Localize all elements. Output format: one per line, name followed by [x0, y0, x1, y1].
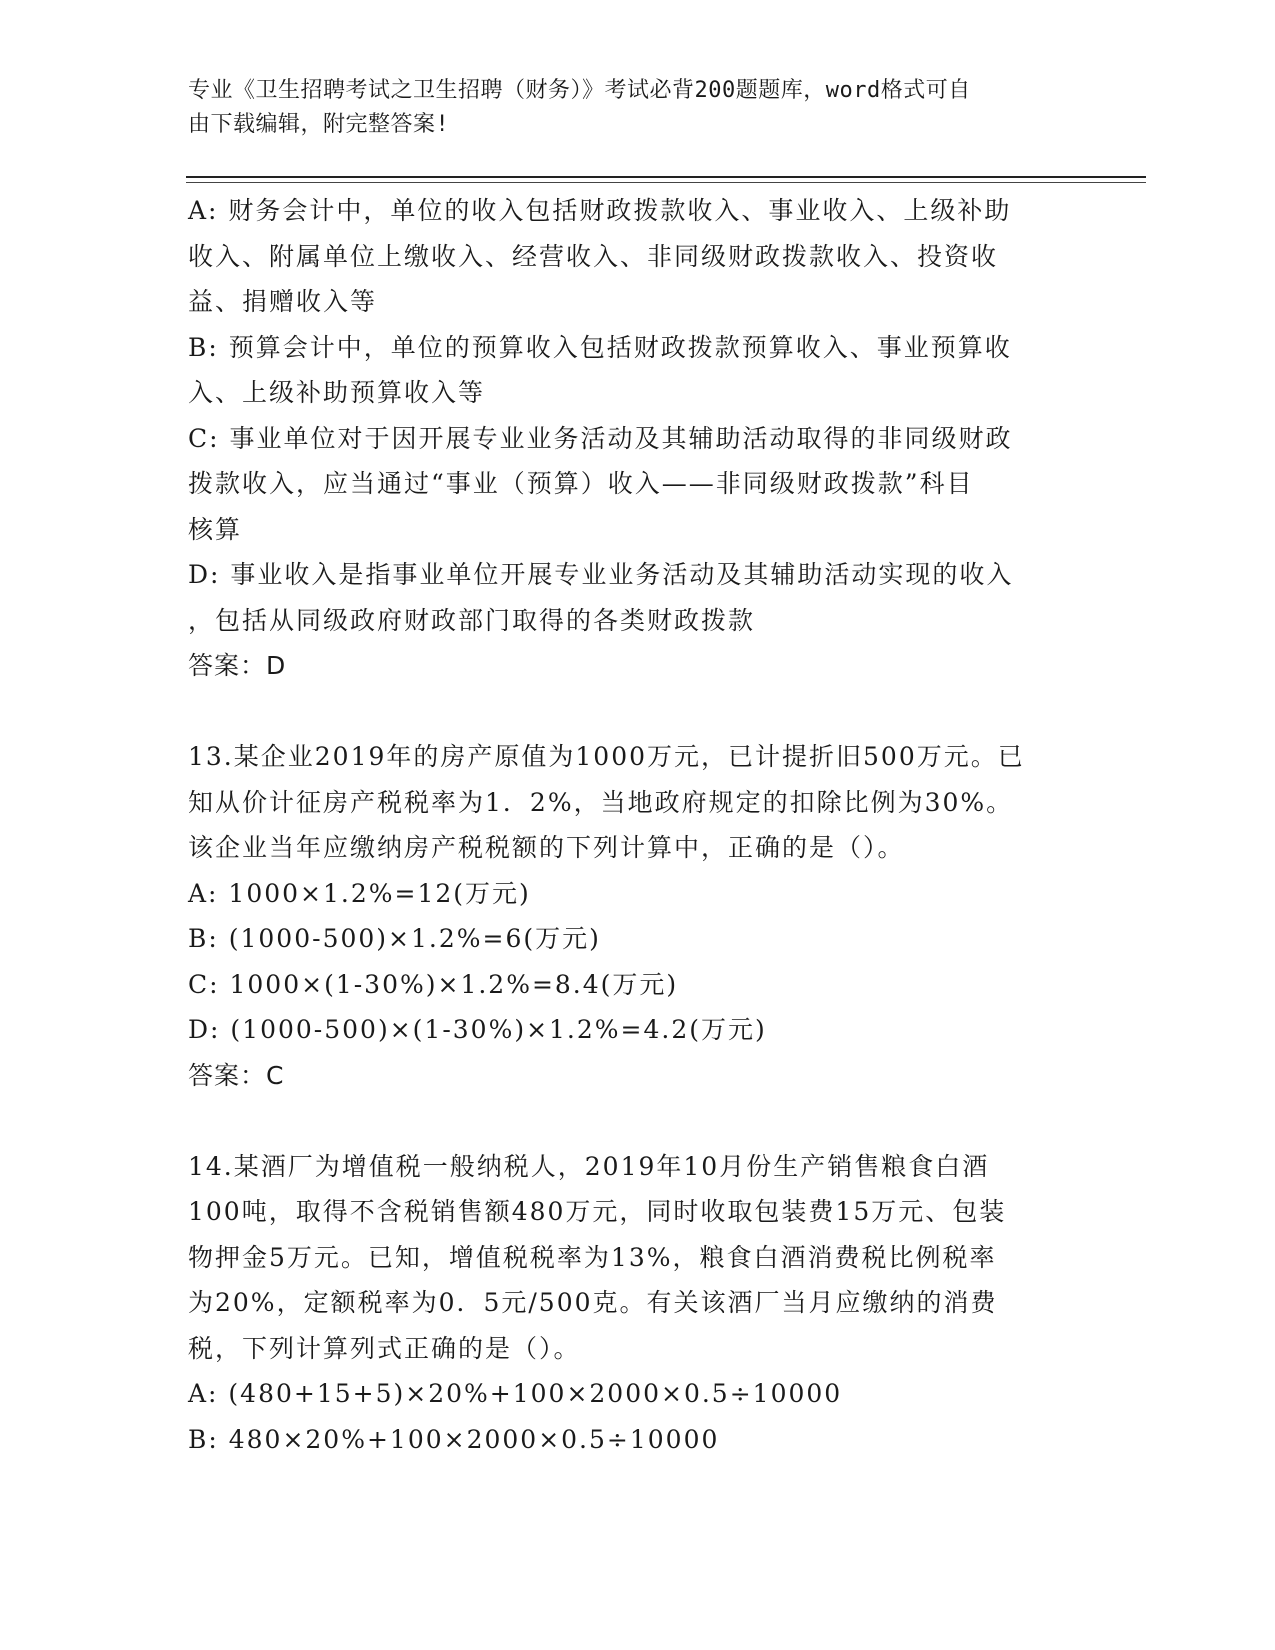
spacer [188, 1098, 1068, 1144]
q13-stem-line-3: 该企业当年应缴纳房产税税额的下列计算中，正确的是（）。 [188, 833, 905, 862]
q13-option-d: D: (1000-500)×(1-30%)×1.2%=4.2(万元) [188, 1015, 767, 1044]
q13-option-c: C: 1000×(1-30%)×1.2%=8.4(万元) [188, 969, 679, 999]
question-13 [188, 734, 1068, 1098]
question-12 [188, 188, 1068, 689]
q14-option-b: B: 480×20%+100×2000×0.5÷10000 [188, 1424, 720, 1454]
q12-option-a-line-2: 收入、附属单位上缴收入、经营收入、非同级财政拨款收入、投资收 [188, 241, 999, 271]
q14-option-a: A: (480+15+5)×20%+100×2000×0.5÷10000 [188, 1379, 843, 1408]
q13-stem-line-2: 知从价计征房产税税率为1．2%，当地政府规定的扣除比例为30%。 [188, 787, 1014, 817]
q13-option-b: B: (1000-500)×1.2%=6(万元) [188, 924, 601, 953]
q14-stem-line-2: 100吨，取得不含税销售额480万元，同时收取包装费15万元、包装 [188, 1197, 1007, 1226]
question-content [188, 188, 1068, 1462]
q13-option-a: A: 1000×1.2%=12(万元) [188, 878, 531, 908]
q12-option-c-line-1: C: 事业单位对于因开展专业业务活动及其辅助活动取得的非同级财政 [188, 423, 1013, 453]
q14-stem-line-4: 为20%，定额税率为0．5元/500克。有关该酒厂当月应缴纳的消费 [188, 1288, 998, 1317]
q14-stem-line-3: 物押金5万元。已知，增值税税率为13%，粮食白酒消费税比例税率 [188, 1242, 997, 1272]
q14-stem-line-1: 14.某酒厂为增值税一般纳税人，2019年10月份生产销售粮食白酒 [188, 1151, 990, 1181]
q12-answer: 答案：D [188, 651, 287, 680]
q12-option-c-line-3: 核算 [188, 514, 243, 544]
spacer [188, 689, 1068, 735]
q12-option-d-line-1: D: 事业收入是指事业单位开展专业业务活动及其辅助活动实现的收入 [188, 560, 1014, 589]
header-rule-thick [186, 176, 1146, 178]
question-14 [188, 1144, 1068, 1463]
q12-option-a-line-3: 益、捐赠收入等 [188, 287, 378, 316]
header-rule-thin [186, 182, 1146, 183]
q12-option-a-line-1: A: 财务会计中，单位的收入包括财政拨款收入、事业收入、上级补助 [188, 196, 1012, 225]
header-title-line-2: 由下载编辑，附完整答案! [188, 112, 450, 137]
q12-option-c-line-2: 拨款收入，应当通过“事业（预算）收入——非同级财政拨款”科目 [188, 469, 974, 498]
q12-option-b-line-2: 入、上级补助预算收入等 [188, 378, 486, 407]
q13-stem-line-1: 13.某企业2019年的房产原值为1000万元，已计提折旧500万元。已 [188, 742, 1025, 771]
q13-answer: 答案：C [188, 1060, 285, 1090]
q12-option-b-line-1: B: 预算会计中，单位的预算收入包括财政拨款预算收入、事业预算收 [188, 332, 1012, 362]
q14-stem-line-5: 税，下列计算列式正确的是（）。 [188, 1333, 581, 1363]
document-header [188, 74, 1068, 142]
header-title-line-1: 专业《卫生招聘考试之卫生招聘（财务）》考试必背200题题库，word格式可自 [188, 78, 971, 103]
q12-option-d-line-2: ，包括从同级政府财政部门取得的各类财政拨款 [188, 605, 756, 635]
